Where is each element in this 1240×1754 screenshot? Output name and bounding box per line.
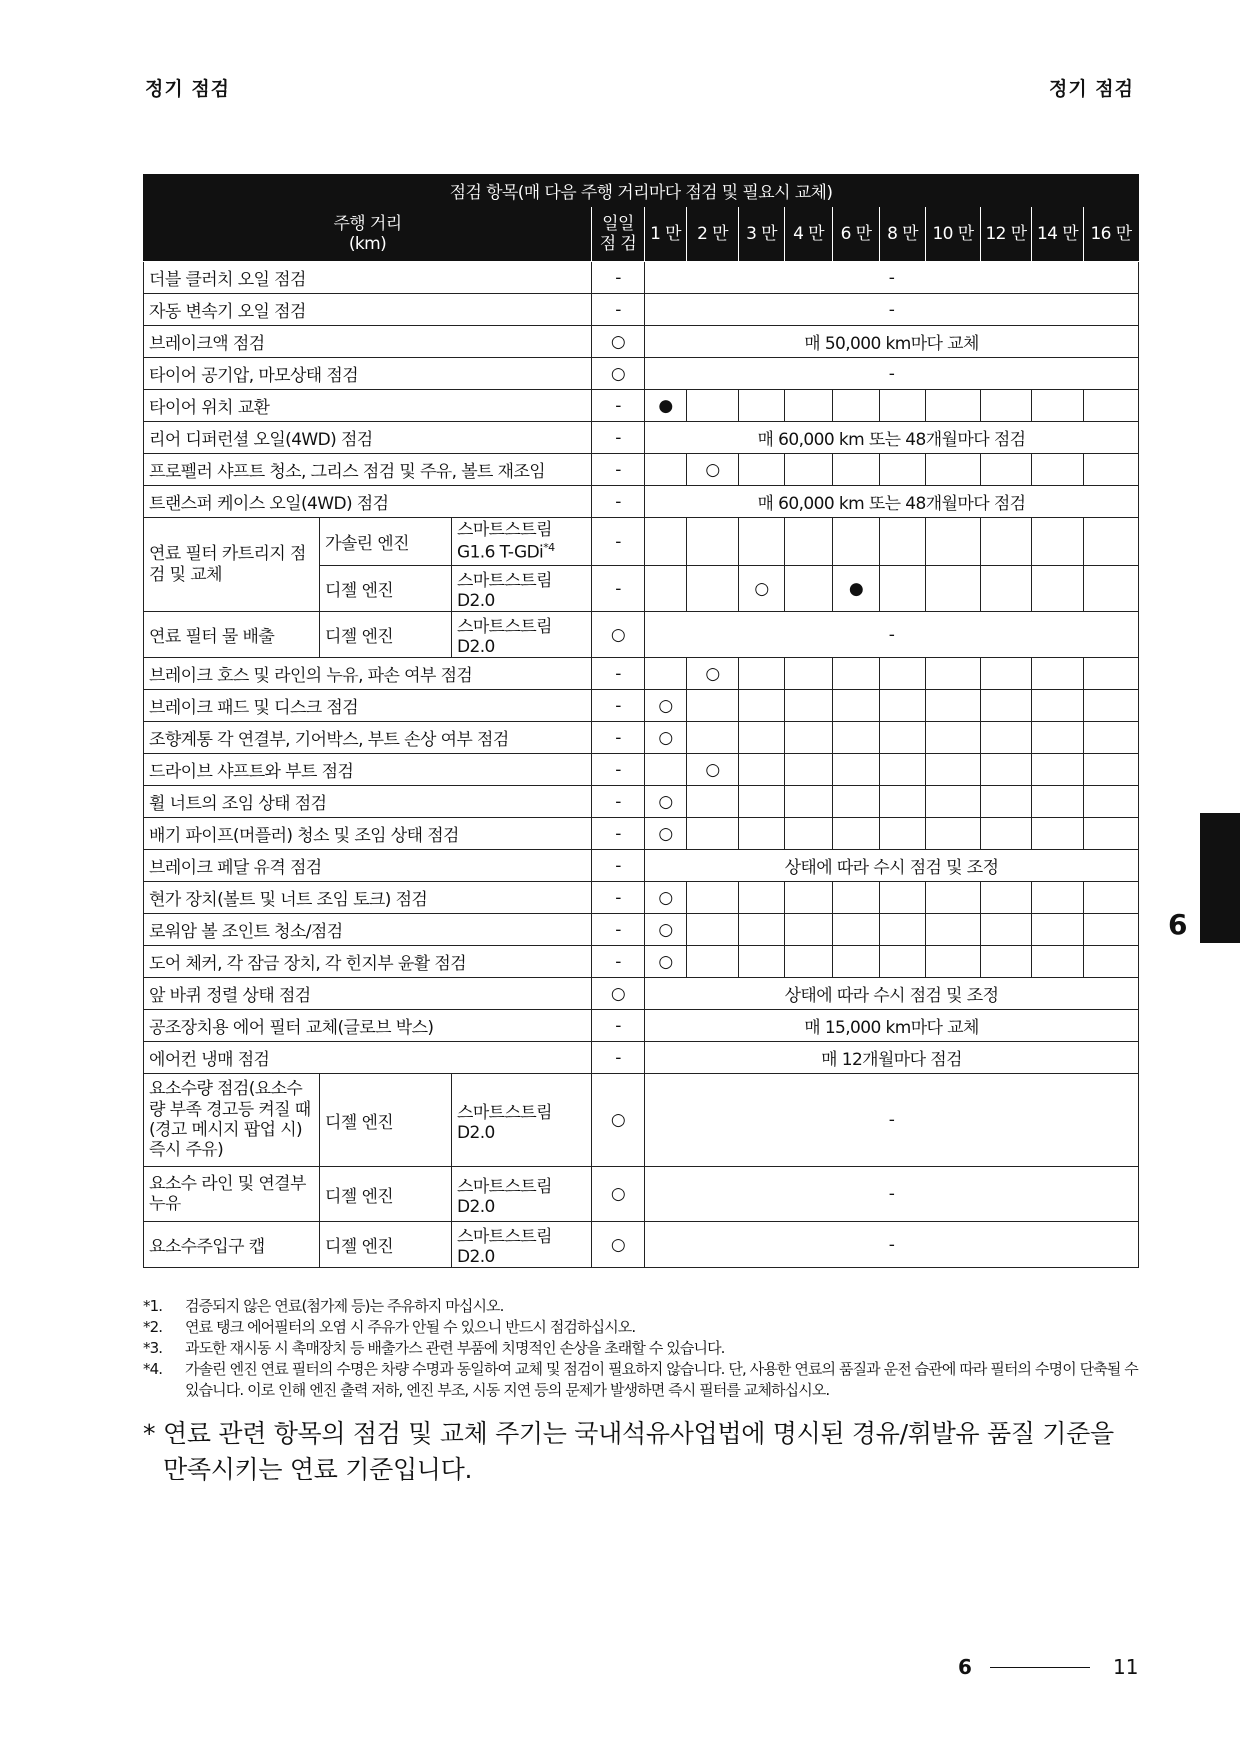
- interval-header: 10 만: [926, 207, 981, 262]
- daily-cell: -: [592, 722, 645, 754]
- interval-cell: [1084, 454, 1139, 486]
- interval-cell: [833, 786, 880, 818]
- engine-model: 스마트스트림 D2.0: [452, 1222, 592, 1268]
- interval-cell: [785, 518, 833, 566]
- interval-cell: [687, 518, 739, 566]
- table-row: [144, 914, 1139, 946]
- footnote-number: *3.: [143, 1339, 163, 1357]
- engine-model: 스마트스트림 D2.0: [452, 1167, 592, 1222]
- interval-cell: [645, 454, 687, 486]
- footnote-number: *2.: [143, 1318, 163, 1336]
- interval-cell: [645, 518, 687, 566]
- row-item: 휠 너트의 조임 상태 점검: [144, 786, 592, 818]
- footnote-text: 과도한 재시동 시 촉매장치 등 배출가스 관련 부품에 치명적인 손상을 초래할 수 있습니다.: [185, 1339, 725, 1357]
- interval-header: 14 만: [1032, 207, 1084, 262]
- interval-cell: [833, 518, 880, 566]
- daily-cell: ○: [592, 1167, 645, 1222]
- table-row: [144, 1167, 1139, 1222]
- schedule-span: 상태에 따라 수시 점검 및 조정: [645, 978, 1139, 1010]
- schedule-span: 매 50,000 km마다 교체: [645, 326, 1139, 358]
- interval-cell: [785, 786, 833, 818]
- table-row: [144, 422, 1139, 454]
- row-item: 연료 필터 카트리지 점검 및 교체: [144, 518, 320, 612]
- row-item: 브레이크 패드 및 디스크 점검: [144, 690, 592, 722]
- daily-cell: ○: [592, 612, 645, 658]
- interval-cell: [739, 914, 785, 946]
- interval-cell: [785, 390, 833, 422]
- schedule-span: -: [645, 262, 1139, 294]
- schedule-span: -: [645, 612, 1139, 658]
- interval-cell: [1032, 786, 1084, 818]
- interval-cell: [833, 946, 880, 978]
- schedule-span: 매 60,000 km 또는 48개월마다 점검: [645, 486, 1139, 518]
- engine-type: 디젤 엔진: [320, 1167, 452, 1222]
- interval-cell: [1032, 946, 1084, 978]
- interval-cell: [981, 786, 1032, 818]
- interval-cell: [1084, 690, 1139, 722]
- interval-cell: [981, 722, 1032, 754]
- interval-cell: [880, 566, 926, 612]
- header-right: 정기 점검: [1048, 78, 1134, 100]
- page-number: 11: [1113, 1655, 1139, 1679]
- interval-cell: [687, 390, 739, 422]
- interval-cell: [739, 818, 785, 850]
- schedule-span: -: [645, 358, 1139, 390]
- interval-cell: [739, 786, 785, 818]
- engine-type: 디젤 엔진: [320, 1074, 452, 1167]
- interval-cell: [1032, 518, 1084, 566]
- interval-cell: ○: [687, 658, 739, 690]
- engine-model: 스마트스트림 G1.6 T-GDi$^{*4}$: [452, 518, 592, 566]
- interval-cell: [981, 518, 1032, 566]
- interval-cell: [739, 454, 785, 486]
- schedule-span: 매 12개월마다 점검: [645, 1042, 1139, 1074]
- interval-cell: [1084, 722, 1139, 754]
- schedule-span: -: [645, 294, 1139, 326]
- interval-cell: [880, 658, 926, 690]
- table-row: [144, 1042, 1139, 1074]
- interval-cell: [785, 818, 833, 850]
- footnote-number: *1.: [143, 1297, 163, 1315]
- row-item: 브레이크 호스 및 라인의 누유, 파손 여부 점검: [144, 658, 592, 690]
- interval-cell: [785, 914, 833, 946]
- row-item: 요소수 라인 및 연결부 누유: [144, 1167, 320, 1222]
- interval-cell: [739, 658, 785, 690]
- daily-cell: -: [592, 390, 645, 422]
- daily-cell: -: [592, 1010, 645, 1042]
- table-row: [144, 786, 1139, 818]
- table-row: [144, 1074, 1139, 1167]
- interval-cell: ●: [645, 390, 687, 422]
- table-row: [144, 1222, 1139, 1268]
- row-item: 앞 바퀴 정렬 상태 점검: [144, 978, 592, 1010]
- interval-cell: ○: [645, 722, 687, 754]
- schedule-span: 매 15,000 km마다 교체: [645, 1010, 1139, 1042]
- table-row: [144, 722, 1139, 754]
- interval-cell: [880, 454, 926, 486]
- footnote: [143, 1317, 1141, 1338]
- daily-cell: -: [592, 690, 645, 722]
- table-row: [144, 612, 1139, 658]
- interval-cell: [645, 658, 687, 690]
- interval-cell: [687, 914, 739, 946]
- interval-cell: [785, 946, 833, 978]
- daily-cell: -: [592, 486, 645, 518]
- table-row: [144, 358, 1139, 390]
- interval-cell: [926, 390, 981, 422]
- interval-cell: ○: [645, 690, 687, 722]
- interval-cell: [926, 946, 981, 978]
- daily-cell: -: [592, 566, 645, 612]
- engine-model: 스마트스트림 D2.0: [452, 612, 592, 658]
- interval-header: 16 만: [1084, 207, 1139, 262]
- interval-cell: [645, 754, 687, 786]
- interval-cell: [981, 390, 1032, 422]
- interval-cell: [785, 754, 833, 786]
- interval-cell: ○: [645, 882, 687, 914]
- interval-cell: [981, 818, 1032, 850]
- row-item: 현가 장치(볼트 및 너트 조임 토크) 점검: [144, 882, 592, 914]
- interval-cell: [880, 882, 926, 914]
- daily-cell: ○: [592, 1222, 645, 1268]
- interval-cell: [981, 658, 1032, 690]
- footnote-text: 가솔린 엔진 연료 필터의 수명은 차량 수명과 동일하여 교체 및 점검이 필요하지 않습니다. 단, 사용한 연료의 품질과 운전 습관에 따라 필터의 수명이 단축될 수 있습니다. 이로 인해 엔진 출력 저하, 엔진 부조, 시동 지연 등의 문제가 발생하면 즉시 필터를 교체하십시오.: [185, 1360, 1138, 1399]
- daily-cell: ○: [592, 358, 645, 390]
- interval-cell: [981, 454, 1032, 486]
- interval-cell: [1084, 518, 1139, 566]
- row-item: 브레이크액 점검: [144, 326, 592, 358]
- row-item: 타이어 공기압, 마모상태 점검: [144, 358, 592, 390]
- interval-cell: [926, 690, 981, 722]
- interval-cell: [926, 754, 981, 786]
- interval-cell: [926, 722, 981, 754]
- table-row: [144, 850, 1139, 882]
- table-row: [144, 326, 1139, 358]
- interval-cell: [1032, 722, 1084, 754]
- interval-cell: [1084, 818, 1139, 850]
- interval-cell: [981, 566, 1032, 612]
- interval-cell: [739, 518, 785, 566]
- table-row: [144, 978, 1139, 1010]
- note-asterisk: *: [143, 1419, 156, 1448]
- page-divider: [990, 1667, 1090, 1668]
- interval-cell: [833, 754, 880, 786]
- interval-cell: [833, 454, 880, 486]
- interval-cell: [833, 658, 880, 690]
- row-item: 도어 체커, 각 잠금 장치, 각 힌지부 윤활 점검: [144, 946, 592, 978]
- table-row: [144, 690, 1139, 722]
- schedule-span: 매 60,000 km 또는 48개월마다 점검: [645, 422, 1139, 454]
- interval-header: 6 만: [833, 207, 880, 262]
- interval-cell: [833, 690, 880, 722]
- header-left: 정기 점검: [145, 78, 231, 100]
- fuel-quality-note: [143, 1416, 1138, 1488]
- interval-cell: [739, 690, 785, 722]
- interval-cell: [1032, 818, 1084, 850]
- daily-cell: -: [592, 914, 645, 946]
- interval-cell: [880, 818, 926, 850]
- interval-cell: [981, 946, 1032, 978]
- daily-cell: -: [592, 294, 645, 326]
- interval-cell: [1084, 882, 1139, 914]
- interval-cell: [1084, 566, 1139, 612]
- engine-type: 디젤 엔진: [320, 1222, 452, 1268]
- interval-cell: [926, 882, 981, 914]
- interval-cell: [926, 518, 981, 566]
- interval-cell: [1084, 946, 1139, 978]
- row-item: 타이어 위치 교환: [144, 390, 592, 422]
- interval-header: 2 만: [687, 207, 739, 262]
- interval-cell: [739, 946, 785, 978]
- interval-cell: [926, 566, 981, 612]
- row-item: 연료 필터 물 배출: [144, 612, 320, 658]
- daily-cell: ○: [592, 326, 645, 358]
- interval-cell: [880, 754, 926, 786]
- interval-cell: ○: [687, 754, 739, 786]
- daily-cell: -: [592, 422, 645, 454]
- table-row: [144, 454, 1139, 486]
- interval-cell: ○: [739, 566, 785, 612]
- schedule-span: 상태에 따라 수시 점검 및 조정: [645, 850, 1139, 882]
- daily-cell: ○: [592, 1074, 645, 1167]
- engine-model: 스마트스트림 D2.0: [452, 1074, 592, 1167]
- engine-type: 가솔린 엔진: [320, 518, 452, 566]
- row-item: 조향계통 각 연결부, 기어박스, 부트 손상 여부 점검: [144, 722, 592, 754]
- interval-cell: [1084, 390, 1139, 422]
- interval-cell: [981, 882, 1032, 914]
- daily-cell: ○: [592, 978, 645, 1010]
- row-item: 더블 클러치 오일 점검: [144, 262, 592, 294]
- interval-cell: [687, 786, 739, 818]
- interval-cell: [926, 786, 981, 818]
- interval-header: 4 만: [785, 207, 833, 262]
- engine-type: 디젤 엔진: [320, 612, 452, 658]
- table-row: [144, 754, 1139, 786]
- interval-cell: [981, 690, 1032, 722]
- page-chapter: 6: [958, 1655, 972, 1679]
- interval-cell: [1032, 566, 1084, 612]
- interval-cell: ○: [645, 914, 687, 946]
- row-item: 로워암 볼 조인트 청소/점검: [144, 914, 592, 946]
- daily-cell: -: [592, 882, 645, 914]
- footnote: [143, 1296, 1141, 1317]
- daily-check-header: 일일 점 검: [592, 207, 645, 262]
- daily-cell: -: [592, 658, 645, 690]
- interval-cell: [880, 786, 926, 818]
- interval-cell: [645, 566, 687, 612]
- interval-cell: [880, 390, 926, 422]
- schedule-span: -: [645, 1074, 1139, 1167]
- interval-cell: [687, 690, 739, 722]
- footnote-text: 검증되지 않은 연료(첨가제 등)는 주유하지 마십시오.: [185, 1297, 504, 1315]
- interval-cell: ○: [645, 946, 687, 978]
- interval-cell: [833, 390, 880, 422]
- table-row: [144, 294, 1139, 326]
- interval-header: 8 만: [880, 207, 926, 262]
- table-row: [144, 658, 1139, 690]
- interval-cell: [739, 390, 785, 422]
- chapter-side-tab: [1200, 813, 1240, 943]
- interval-cell: [833, 914, 880, 946]
- interval-cell: ○: [645, 786, 687, 818]
- schedule-span: -: [645, 1222, 1139, 1268]
- chapter-tab-number: 6: [1168, 908, 1188, 941]
- interval-cell: [926, 818, 981, 850]
- engine-model: 스마트스트림 D2.0: [452, 566, 592, 612]
- table-row: [144, 1010, 1139, 1042]
- daily-cell: -: [592, 518, 645, 566]
- footnote: [143, 1338, 1141, 1359]
- interval-cell: [785, 566, 833, 612]
- daily-cell: -: [592, 786, 645, 818]
- interval-cell: [687, 946, 739, 978]
- interval-header: 1 만: [645, 207, 687, 262]
- interval-cell: [880, 690, 926, 722]
- interval-cell: [1032, 658, 1084, 690]
- daily-cell: -: [592, 454, 645, 486]
- interval-header: 3 만: [739, 207, 785, 262]
- interval-cell: [926, 454, 981, 486]
- interval-cell: [1084, 658, 1139, 690]
- interval-cell: [739, 882, 785, 914]
- interval-cell: [833, 722, 880, 754]
- interval-cell: [880, 946, 926, 978]
- interval-cell: [981, 914, 1032, 946]
- maintenance-table: [143, 174, 1139, 1268]
- interval-cell: [926, 914, 981, 946]
- interval-cell: [1032, 882, 1084, 914]
- daily-cell: -: [592, 946, 645, 978]
- interval-cell: [1032, 690, 1084, 722]
- interval-cell: [785, 690, 833, 722]
- schedule-span: -: [645, 1167, 1139, 1222]
- interval-cell: [880, 518, 926, 566]
- row-item: 브레이크 페달 유격 점검: [144, 850, 592, 882]
- row-item: 리어 디퍼런셜 오일(4WD) 점검: [144, 422, 592, 454]
- daily-cell: -: [592, 262, 645, 294]
- interval-cell: [880, 914, 926, 946]
- interval-cell: [739, 722, 785, 754]
- footnote-ref: *4: [543, 540, 555, 554]
- interval-cell: [687, 566, 739, 612]
- table-row: [144, 262, 1139, 294]
- daily-cell: -: [592, 754, 645, 786]
- daily-cell: -: [592, 818, 645, 850]
- interval-header: 12 만: [981, 207, 1032, 262]
- interval-cell: [1084, 754, 1139, 786]
- row-item: 트랜스퍼 케이스 오일(4WD) 점검: [144, 486, 592, 518]
- footnote-text: 연료 탱크 에어필터의 오염 시 주유가 안될 수 있으니 반드시 점검하십시오.: [185, 1318, 636, 1336]
- interval-cell: [687, 818, 739, 850]
- interval-cell: [785, 658, 833, 690]
- table-row: [144, 486, 1139, 518]
- table-row: [144, 946, 1139, 978]
- interval-cell: [926, 658, 981, 690]
- interval-cell: [880, 722, 926, 754]
- row-item: 배기 파이프(머플러) 청소 및 조임 상태 점검: [144, 818, 592, 850]
- row-item: 프로펠러 샤프트 청소, 그리스 점검 및 주유, 볼트 재조임: [144, 454, 592, 486]
- table-row: [144, 818, 1139, 850]
- interval-cell: [687, 882, 739, 914]
- interval-cell: [739, 754, 785, 786]
- interval-cell: [785, 722, 833, 754]
- interval-cell: [785, 882, 833, 914]
- interval-cell: [687, 722, 739, 754]
- distance-header: 주행 거리 (km): [144, 207, 592, 262]
- footnote: [143, 1359, 1141, 1401]
- row-item: 공조장치용 에어 필터 교체(글로브 박스): [144, 1010, 592, 1042]
- row-item: 에어컨 냉매 점검: [144, 1042, 592, 1074]
- interval-cell: [1032, 454, 1084, 486]
- row-item: 자동 변속기 오일 점검: [144, 294, 592, 326]
- table-row: [144, 518, 1139, 566]
- interval-cell: [981, 754, 1032, 786]
- daily-cell: -: [592, 850, 645, 882]
- interval-cell: ●: [833, 566, 880, 612]
- table-row: [144, 882, 1139, 914]
- interval-cell: [785, 454, 833, 486]
- footnote-number: *4.: [143, 1360, 163, 1378]
- row-item: 요소수량 점검(요소수량 부족 경고등 켜질 때(경고 메시지 팝업 시) 즉시 주유): [144, 1074, 320, 1167]
- footnotes: [143, 1296, 1141, 1401]
- note-text: 연료 관련 항목의 점검 및 교체 주기는 국내석유사업법에 명시된 경유/휘발유 품질 기준을 만족시키는 연료 기준입니다.: [163, 1419, 1114, 1484]
- engine-type: 디젤 엔진: [320, 566, 452, 612]
- interval-cell: [833, 818, 880, 850]
- table-row: [144, 390, 1139, 422]
- table-title: 점검 항목(매 다음 주행 거리마다 점검 및 필요시 교체): [144, 175, 1139, 207]
- interval-cell: ○: [687, 454, 739, 486]
- row-item: 요소수주입구 캡: [144, 1222, 320, 1268]
- interval-cell: ○: [645, 818, 687, 850]
- interval-cell: [1032, 390, 1084, 422]
- row-item: 드라이브 샤프트와 부트 점검: [144, 754, 592, 786]
- interval-cell: [1084, 914, 1139, 946]
- interval-cell: [1032, 914, 1084, 946]
- daily-cell: -: [592, 1042, 645, 1074]
- interval-cell: [833, 882, 880, 914]
- interval-cell: [1084, 786, 1139, 818]
- interval-cell: [1032, 754, 1084, 786]
